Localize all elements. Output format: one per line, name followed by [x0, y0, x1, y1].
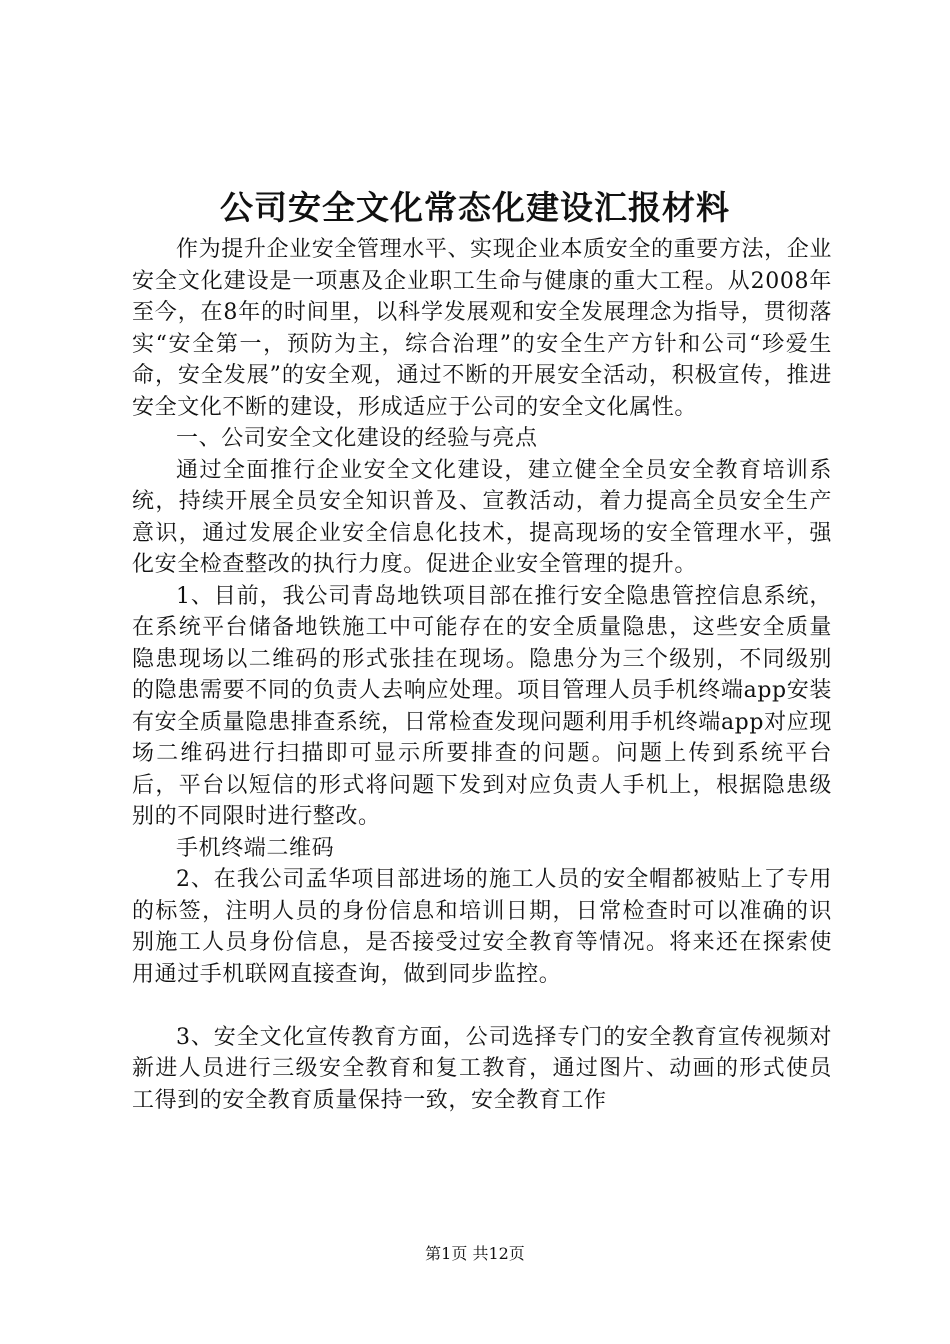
document-body — [132, 234, 832, 1116]
paragraph-item-2: 2、在我公司孟华项目部进场的施工人员的安全帽都被贴上了专用的标签，注明人员的身份信息和培训日期，日常检查时可以准确的识别施工人员身份信息，是否接受过安全教育等情况。将来还在探索使用通过手机联网直接查询，做到同步监控。 — [132, 867, 832, 987]
paragraph-section-1: 通过全面推行企业安全文化建设，建立健全全员安全教育培训系统，持续开展全员安全知识普及、宣教活动，着力提高全员安全生产意识，通过发展企业安全信息化技术，提高现场的安全管理水平，强化安全检查整改的执行力度。促进企业安全管理的提升。 — [132, 457, 832, 577]
section-heading-1: 一、公司安全文化建设的经验与亮点 — [176, 426, 538, 451]
paragraph-item-1: 1、目前，我公司青岛地铁项目部在推行安全隐患管控信息系统，在系统平台储备地铁施工中可能存在的安全质量隐患，这些安全质量隐患现场以二维码的形式张挂在现场。隐患分为三个级别，不同级别的隐患需要不同的负责人去响应处理。项目管理人员手机终端app安装有安全质量隐患排查系统，日常检查发现问题利用手机终端app对应现场二维码进行扫描即可显示所要排查的问题。问题上传到系统平台后，平台以短信的形式将问题下发到对应负责人手机上，根据隐患级别的不同限时进行整改。 — [132, 583, 832, 829]
document-title: 公司安全文化常态化建设汇报材料 — [220, 188, 730, 227]
paragraph-item-3: 3、安全文化宣传教育方面，公司选择专门的安全教育宣传视频对新进人员进行三级安全教育和复工教育，通过图片、动画的形式使员工得到的安全教育质量保持一致，安全教育工作 — [132, 1024, 832, 1113]
paragraph-intro: 作为提升企业安全管理水平、实现企业本质安全的重要方法，企业安全文化建设是一项惠及企业职工生命与健康的重大工程。从2008年至今，在8年的时间里，以科学发展观和安全发展理念为指导，贯彻落实“安全第一，预防为主，综合治理”的安全生产方针和公司“珍爱生命，安全发展”的安全观，通过不断的开展安全活动，积极宣传，推进安全文化不断的建设，形成适应于公司的安全文化属性。 — [132, 237, 832, 420]
paragraph-caption: 手机终端二维码 — [176, 835, 335, 861]
page-number-footer: 第1页 共12页 — [425, 1244, 525, 1263]
